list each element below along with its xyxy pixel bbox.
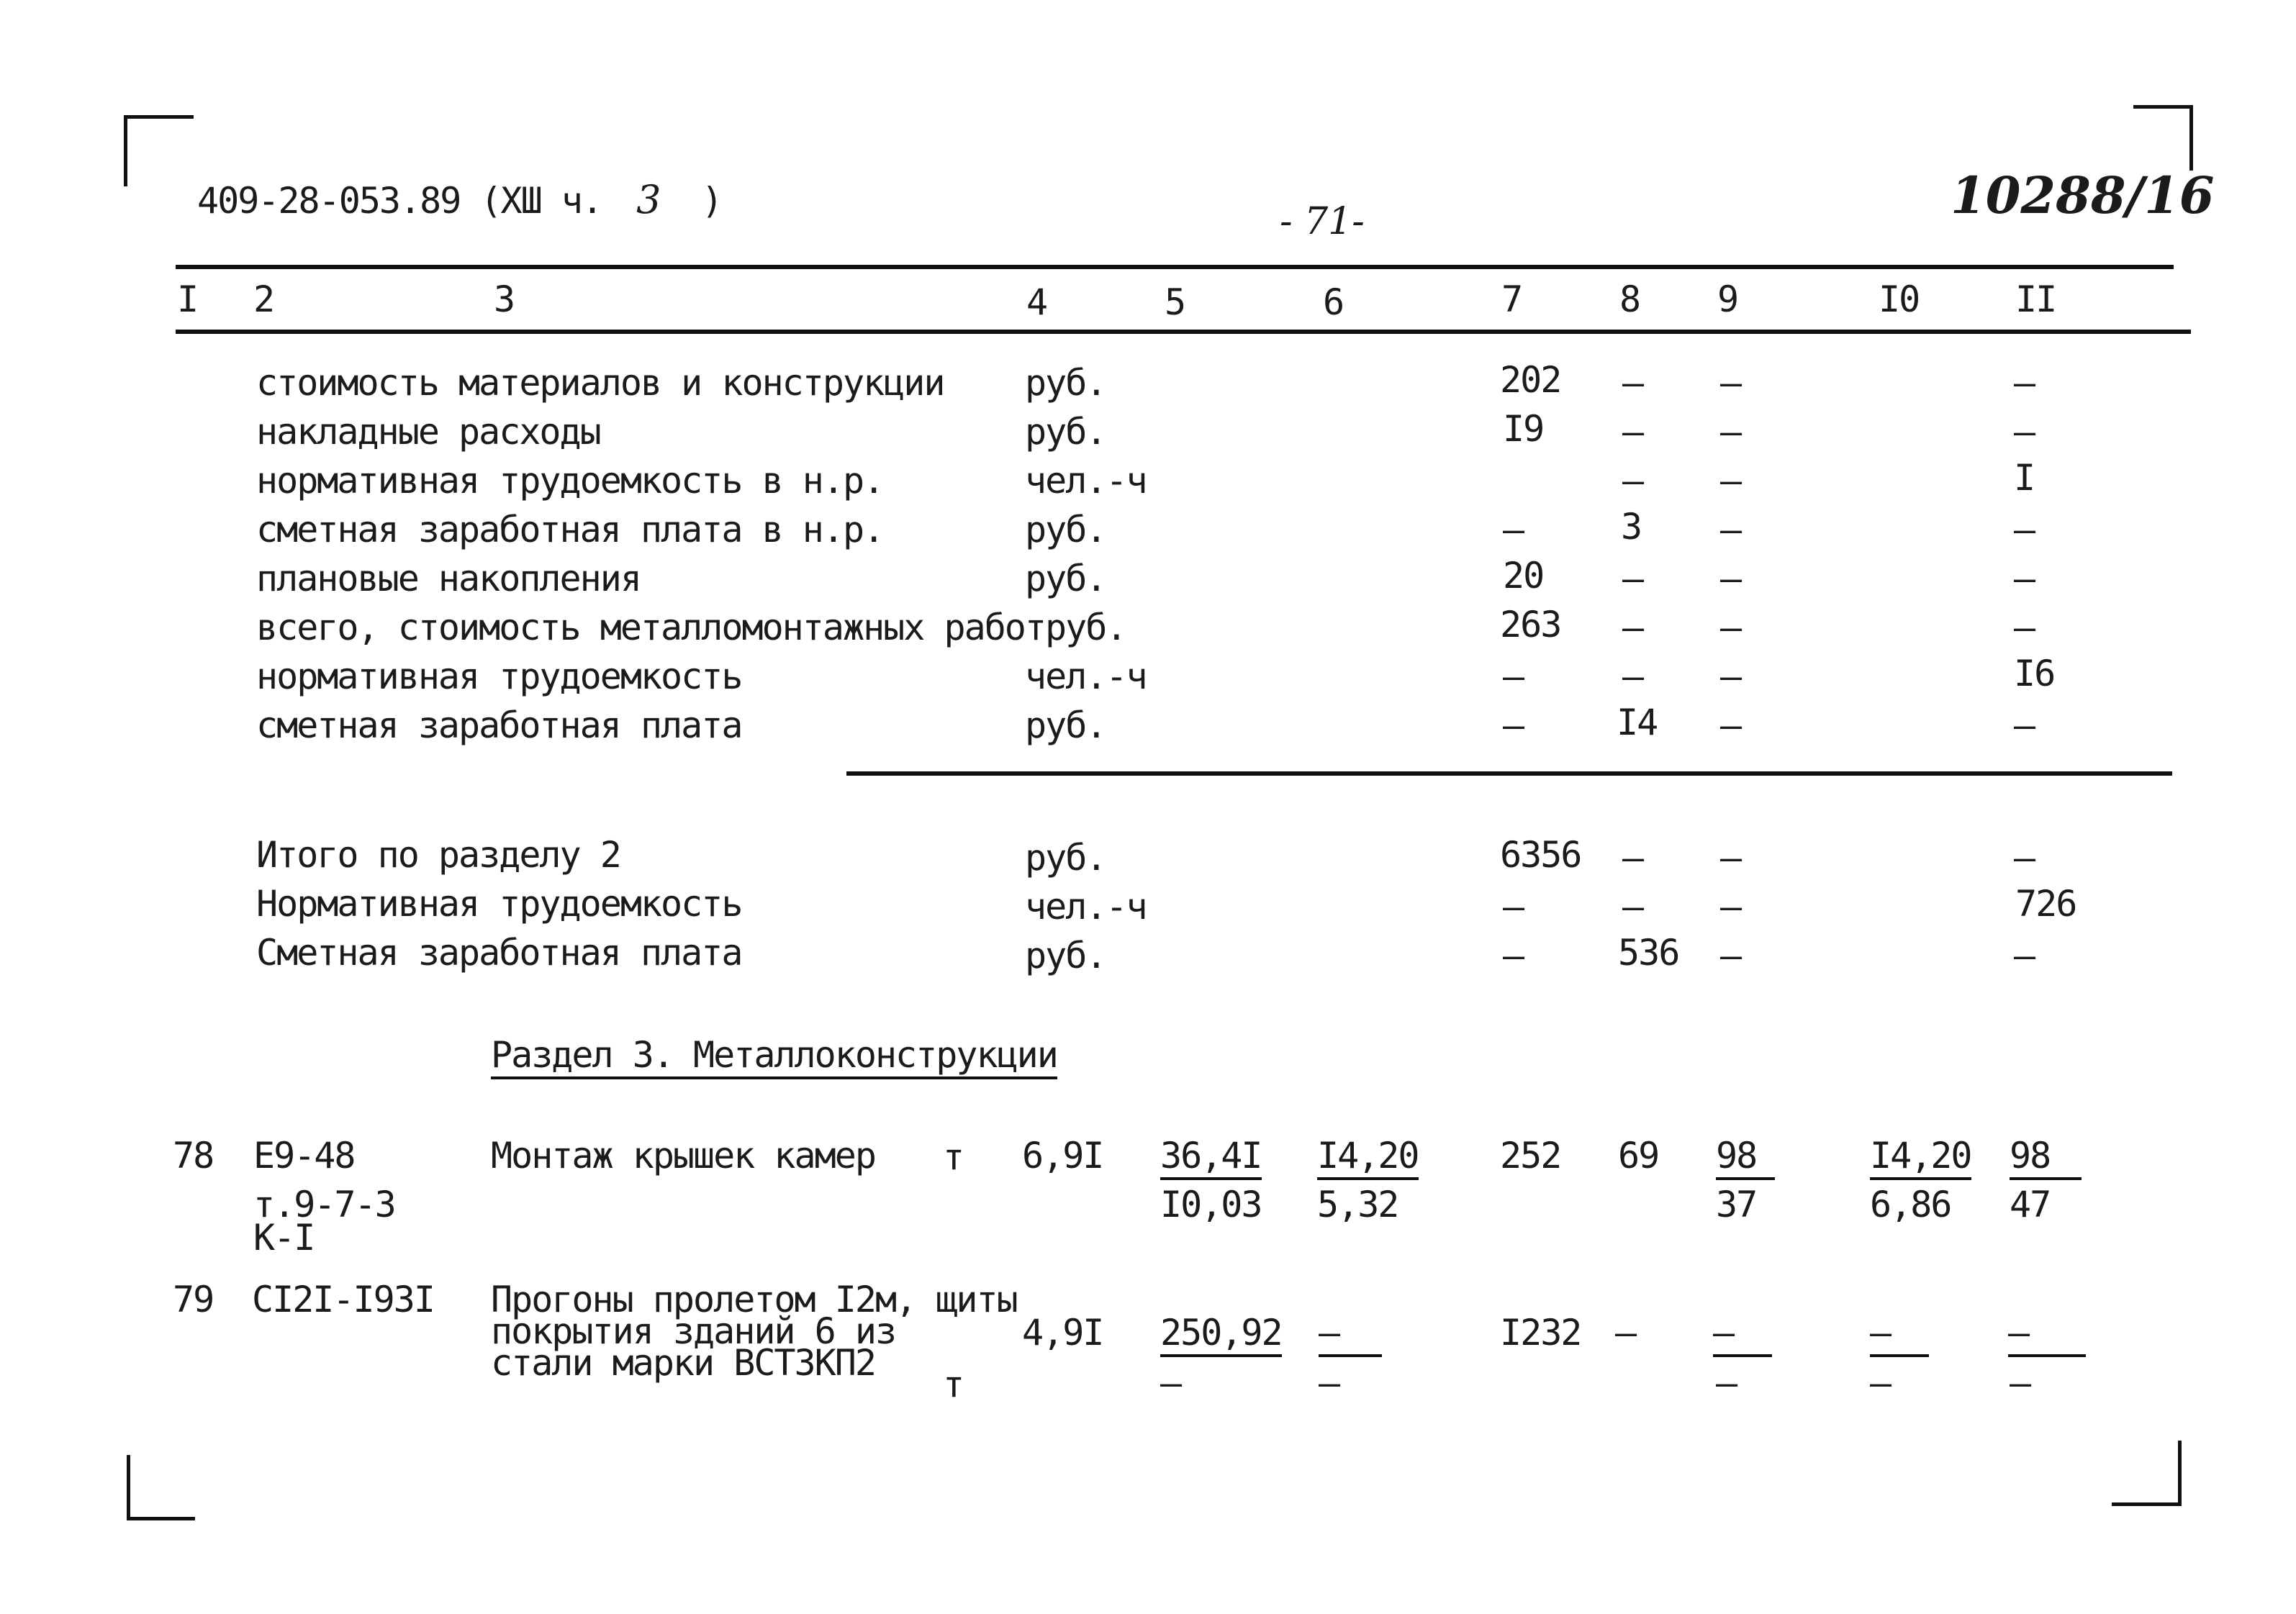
cont-row-c9: – xyxy=(1720,362,1741,404)
item-c10-top-value: I4,20 xyxy=(1870,1135,1971,1180)
item-c6-top-value: – xyxy=(1319,1312,1382,1357)
total-row-unit: руб. xyxy=(1025,935,1106,976)
item-number: 78 xyxy=(173,1135,214,1177)
cont-row-c8: I4 xyxy=(1617,702,1658,743)
cont-row-unit: чел.-ч xyxy=(1025,460,1147,502)
item-c11-bottom: 47 xyxy=(2010,1184,2051,1225)
item-name-line-1: Прогоны пролетом I2м, щиты xyxy=(491,1279,1017,1320)
item-c10-bottom: 6,86 xyxy=(1870,1184,1951,1225)
item-quantity: 4,9I xyxy=(1022,1312,1103,1354)
total-row-c7: – xyxy=(1503,935,1524,976)
cont-row-unit: руб. xyxy=(1025,704,1106,746)
total-row-c7: – xyxy=(1503,886,1524,928)
cont-row-label: нормативная трудоемкость в н.р. xyxy=(256,460,884,502)
cont-row-c11: I6 xyxy=(2014,653,2055,694)
item-code-line-1: CI2I-I93I xyxy=(252,1279,434,1320)
item-c8: – xyxy=(1615,1312,1636,1354)
item-c5-bottom: – xyxy=(1160,1362,1181,1404)
column-header-4: 4 xyxy=(1026,281,1047,323)
cont-row-c7: – xyxy=(1503,704,1524,746)
cont-row-c11: I xyxy=(2014,457,2035,499)
cont-row-c7: 263 xyxy=(1500,604,1561,645)
cont-row-c9: – xyxy=(1720,558,1741,599)
cont-row-c9: – xyxy=(1720,704,1741,746)
total-row-c11: 726 xyxy=(2015,883,2076,925)
item-code-line-2: т.9-7-3 xyxy=(253,1184,395,1225)
total-row-c7: 6356 xyxy=(1500,834,1581,876)
document-code xyxy=(197,177,722,222)
cont-row-label: накладные расходы xyxy=(256,411,600,453)
cont-row-c9: – xyxy=(1720,411,1741,453)
column-header-5: 5 xyxy=(1165,281,1185,323)
cont-row-c8: – xyxy=(1622,362,1643,404)
item-quantity: 6,9I xyxy=(1022,1135,1103,1177)
column-header-7: 7 xyxy=(1501,278,1522,320)
header-top-rule xyxy=(176,265,2174,269)
cont-row-c11: – xyxy=(2014,704,2035,746)
item-c6-top xyxy=(1319,1312,1382,1353)
item-c7: 252 xyxy=(1500,1135,1561,1177)
item-c9-top xyxy=(1716,1135,1775,1176)
cont-row-c9: – xyxy=(1720,607,1741,648)
item-c11-top xyxy=(2008,1312,2086,1353)
item-c6-top xyxy=(1317,1135,1419,1176)
total-row-unit: чел.-ч xyxy=(1025,886,1147,928)
cont-row-unit: чел.-ч xyxy=(1025,656,1147,697)
cont-row-c8: – xyxy=(1622,558,1643,599)
column-header-9: 9 xyxy=(1717,278,1738,320)
item-c9-bottom: – xyxy=(1716,1362,1737,1404)
item-c11-top-value: – xyxy=(2008,1312,2086,1357)
total-row-c11: – xyxy=(2014,935,2035,976)
item-code-line-1: E9-48 xyxy=(253,1135,355,1177)
subtotal-rule xyxy=(846,771,2172,776)
cont-row-unit: руб. xyxy=(1025,362,1106,404)
total-row-unit: руб. xyxy=(1025,837,1106,879)
item-c9-top-value: – xyxy=(1713,1312,1772,1357)
cont-row-label: стоимость материалов и конструкции xyxy=(256,362,944,404)
item-c10-bottom: – xyxy=(1870,1362,1891,1404)
cont-row-c8: – xyxy=(1622,656,1643,697)
item-c10-top-value: – xyxy=(1870,1312,1929,1357)
cont-row-label: всего, стоимость металломонтажных работ xyxy=(256,607,1045,648)
header-bottom-rule xyxy=(176,330,2191,334)
total-row-c8: 536 xyxy=(1618,932,1679,974)
corner-mark-bottom-right xyxy=(2112,1441,2182,1506)
total-row-c8: – xyxy=(1622,886,1643,928)
cont-row-unit: руб. xyxy=(1025,558,1106,599)
cont-row-c7: – xyxy=(1503,656,1524,697)
item-c11-top-value: 98 xyxy=(2010,1135,2082,1180)
cont-row-c11: – xyxy=(2014,607,2035,648)
cont-row-c7: 202 xyxy=(1500,359,1561,401)
cont-row-unit: руб. xyxy=(1045,607,1126,648)
column-header-6: 6 xyxy=(1323,281,1344,323)
item-c11-bottom: – xyxy=(2010,1362,2030,1404)
cont-row-label: сметная заработная плата в н.р. xyxy=(256,509,884,550)
corner-mark-top-right xyxy=(2133,105,2193,171)
section-3-title-text: Раздел 3. Металлоконструкции xyxy=(491,1034,1057,1079)
cont-row-unit: руб. xyxy=(1025,411,1106,453)
column-header-10: I0 xyxy=(1879,278,1920,320)
item-c5-bottom: I0,03 xyxy=(1160,1184,1262,1225)
item-code-line-3: К-I xyxy=(253,1217,315,1259)
document-code-close: ) xyxy=(701,180,722,222)
item-c6-top-value: I4,20 xyxy=(1317,1135,1419,1180)
cont-row-c9: – xyxy=(1720,460,1741,502)
sheet-reference: 10288/16 xyxy=(1951,166,2215,225)
cont-row-c11: – xyxy=(2014,509,2035,550)
total-row-c9: – xyxy=(1720,886,1741,928)
cont-row-c7: 20 xyxy=(1503,555,1544,597)
cont-row-c11: – xyxy=(2014,411,2035,453)
item-c9-top-value: 98 xyxy=(1716,1135,1775,1180)
cont-row-label: плановые накопления xyxy=(256,558,641,599)
item-c11-top xyxy=(2010,1135,2082,1176)
cont-row-c11: – xyxy=(2014,362,2035,404)
total-row-label: Итого по разделу 2 xyxy=(256,834,620,876)
cont-row-c9: – xyxy=(1720,656,1741,697)
section-3-title xyxy=(491,1035,1057,1075)
cont-row-unit: руб. xyxy=(1025,509,1106,550)
corner-mark-top-left xyxy=(124,115,194,186)
item-c5-top xyxy=(1160,1312,1282,1353)
total-row-c11: – xyxy=(2014,837,2035,879)
total-row-label: Нормативная трудоемкость xyxy=(256,883,742,925)
item-c5-top xyxy=(1160,1135,1262,1176)
item-c8: 69 xyxy=(1618,1135,1659,1177)
document-part-number: 3 xyxy=(636,177,660,222)
cont-row-c8: – xyxy=(1622,460,1643,502)
item-name: Монтаж крышек камер xyxy=(491,1135,875,1177)
total-row-c8: – xyxy=(1622,837,1643,879)
item-c5-top-value: 250,92 xyxy=(1160,1312,1282,1357)
column-header-1: I xyxy=(177,278,198,320)
item-c5-top-value: 36,4I xyxy=(1160,1135,1262,1180)
item-c10-top xyxy=(1870,1312,1929,1353)
cont-row-c8: – xyxy=(1622,607,1643,648)
cont-row-label: сметная заработная плата xyxy=(256,704,742,746)
item-name-line-3: стали марки ВСТ3КП2 xyxy=(491,1342,875,1384)
item-c9-bottom: 37 xyxy=(1716,1184,1757,1225)
document-code-text: 409-28-053.89 (ХШ ч. xyxy=(197,180,602,222)
item-name-line-2: покрытия зданий 6 из xyxy=(491,1310,896,1352)
item-c7: I232 xyxy=(1500,1312,1581,1354)
item-c6-bottom: – xyxy=(1319,1362,1339,1404)
item-unit: т xyxy=(943,1136,964,1178)
total-row-c9: – xyxy=(1720,837,1741,879)
cont-row-c8: 3 xyxy=(1621,506,1642,548)
item-number: 79 xyxy=(173,1279,214,1320)
cont-row-c8: – xyxy=(1622,411,1643,453)
cont-row-c11: – xyxy=(2014,558,2035,599)
cont-row-c9: – xyxy=(1720,509,1741,550)
corner-mark-bottom-left xyxy=(127,1455,195,1520)
item-unit: т xyxy=(943,1364,964,1405)
column-header-2: 2 xyxy=(253,278,274,320)
total-row-c9: – xyxy=(1720,935,1741,976)
cont-row-c7: I9 xyxy=(1503,408,1544,450)
item-c10-top xyxy=(1870,1135,1971,1176)
item-c9-top xyxy=(1713,1312,1772,1353)
column-header-11: II xyxy=(2015,278,2056,320)
column-header-8: 8 xyxy=(1619,278,1640,320)
item-c6-bottom: 5,32 xyxy=(1317,1184,1398,1225)
page-number: - 71- xyxy=(1280,200,1365,243)
column-header-3: 3 xyxy=(494,278,515,320)
total-row-label: Сметная заработная плата xyxy=(256,932,742,974)
cont-row-label: нормативная трудоемкость xyxy=(256,656,742,697)
cont-row-c7: – xyxy=(1503,509,1524,550)
